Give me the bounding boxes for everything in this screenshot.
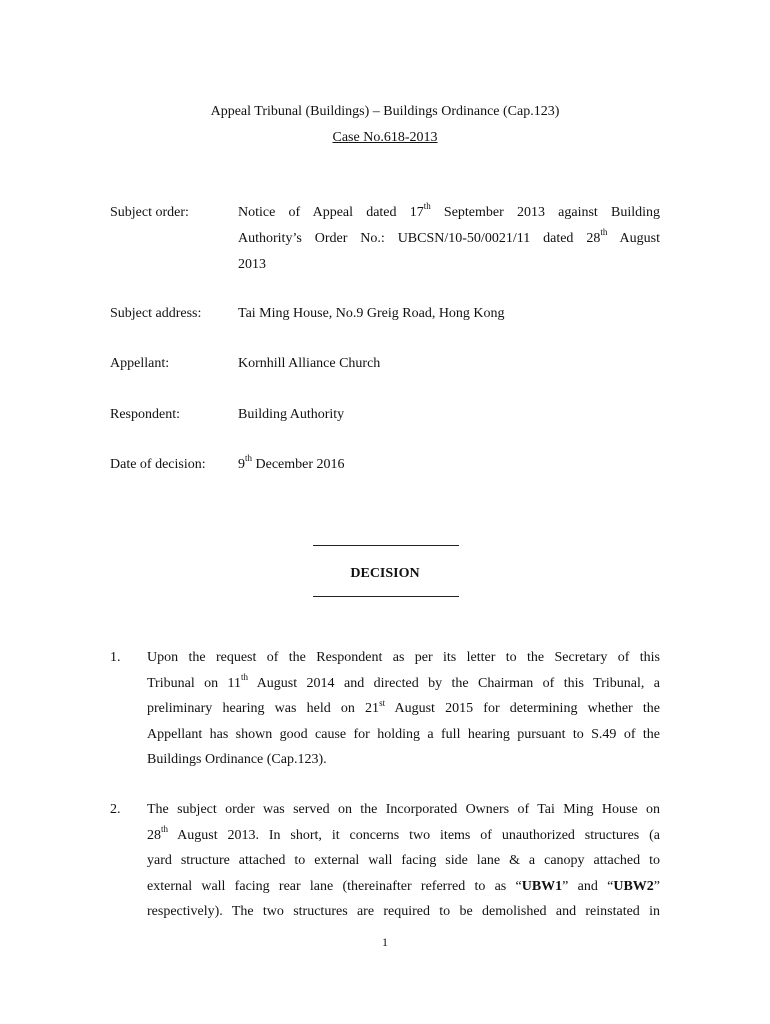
- respondent-label: Respondent:: [110, 407, 180, 422]
- paragraph-2-line-3: yard structure attached to external wall facing side lane & a canopy attached to: [147, 853, 660, 869]
- date-of-decision-value: 9th December 2016: [238, 453, 345, 472]
- paragraph-2: [147, 797, 660, 925]
- subject-order-value: [238, 200, 660, 278]
- appellant-label: Appellant:: [110, 356, 170, 371]
- paragraph-2-line-1: The subject order was served on the Incorporated Owners of Tai Ming House on: [147, 802, 660, 817]
- subject-order-line-1: Notice of Appeal dated 17th September 2013 against Building: [238, 201, 660, 220]
- appellant-value: Kornhill Alliance Church: [238, 356, 381, 371]
- paragraph-1-line-2: Tribunal on 11th August 2014 and directed by the Chairman of this Tribunal, a: [147, 671, 660, 691]
- subject-address-label: Subject address:: [110, 306, 202, 321]
- divider-top: [313, 545, 459, 546]
- divider-bottom: [313, 596, 459, 597]
- paragraph-2-line-5: respectively). The two structures are required to be demolished and reinstated in: [147, 904, 660, 920]
- paragraph-1: [147, 645, 660, 773]
- case-number: Case No.618-2013: [332, 130, 438, 145]
- paragraph-2-line-4: external wall facing rear lane (thereinafter referred to as “UBW1” and “UBW2”: [147, 878, 660, 894]
- page-number: 1: [382, 935, 388, 949]
- paragraph-1-line-3: preliminary hearing was held on 21st August 2015 for determining whether the: [147, 697, 660, 717]
- document-title: Appeal Tribunal (Buildings) – Buildings Ordinance (Cap.123): [210, 104, 560, 119]
- paragraph-1-line-4: Appellant has shown good cause for holding a full hearing pursuant to S.49 of the: [147, 726, 660, 742]
- subject-order-line-2: Authority’s Order No.: UBCSN/10-50/0021/11 dated 28th August: [238, 227, 660, 246]
- respondent-value: Building Authority: [238, 407, 345, 422]
- paragraph-1-number: 1.: [110, 650, 121, 665]
- paragraph-1-line-1: Upon the request of the Respondent as per its letter to the Secretary of this: [147, 650, 660, 665]
- subject-order-line-3: 2013: [238, 257, 266, 272]
- paragraph-2-line-2: 28th August 2013. In short, it concerns two items of unauthorized structures (a: [147, 823, 660, 843]
- subject-order-label: Subject order:: [110, 205, 189, 220]
- decision-heading: DECISION: [350, 566, 420, 581]
- paragraph-2-number: 2.: [110, 802, 121, 817]
- paragraph-1-line-5: Buildings Ordinance (Cap.123).: [147, 752, 327, 768]
- subject-address-value: Tai Ming House, No.9 Greig Road, Hong Kong: [238, 306, 505, 321]
- date-of-decision-label: Date of decision:: [110, 457, 206, 472]
